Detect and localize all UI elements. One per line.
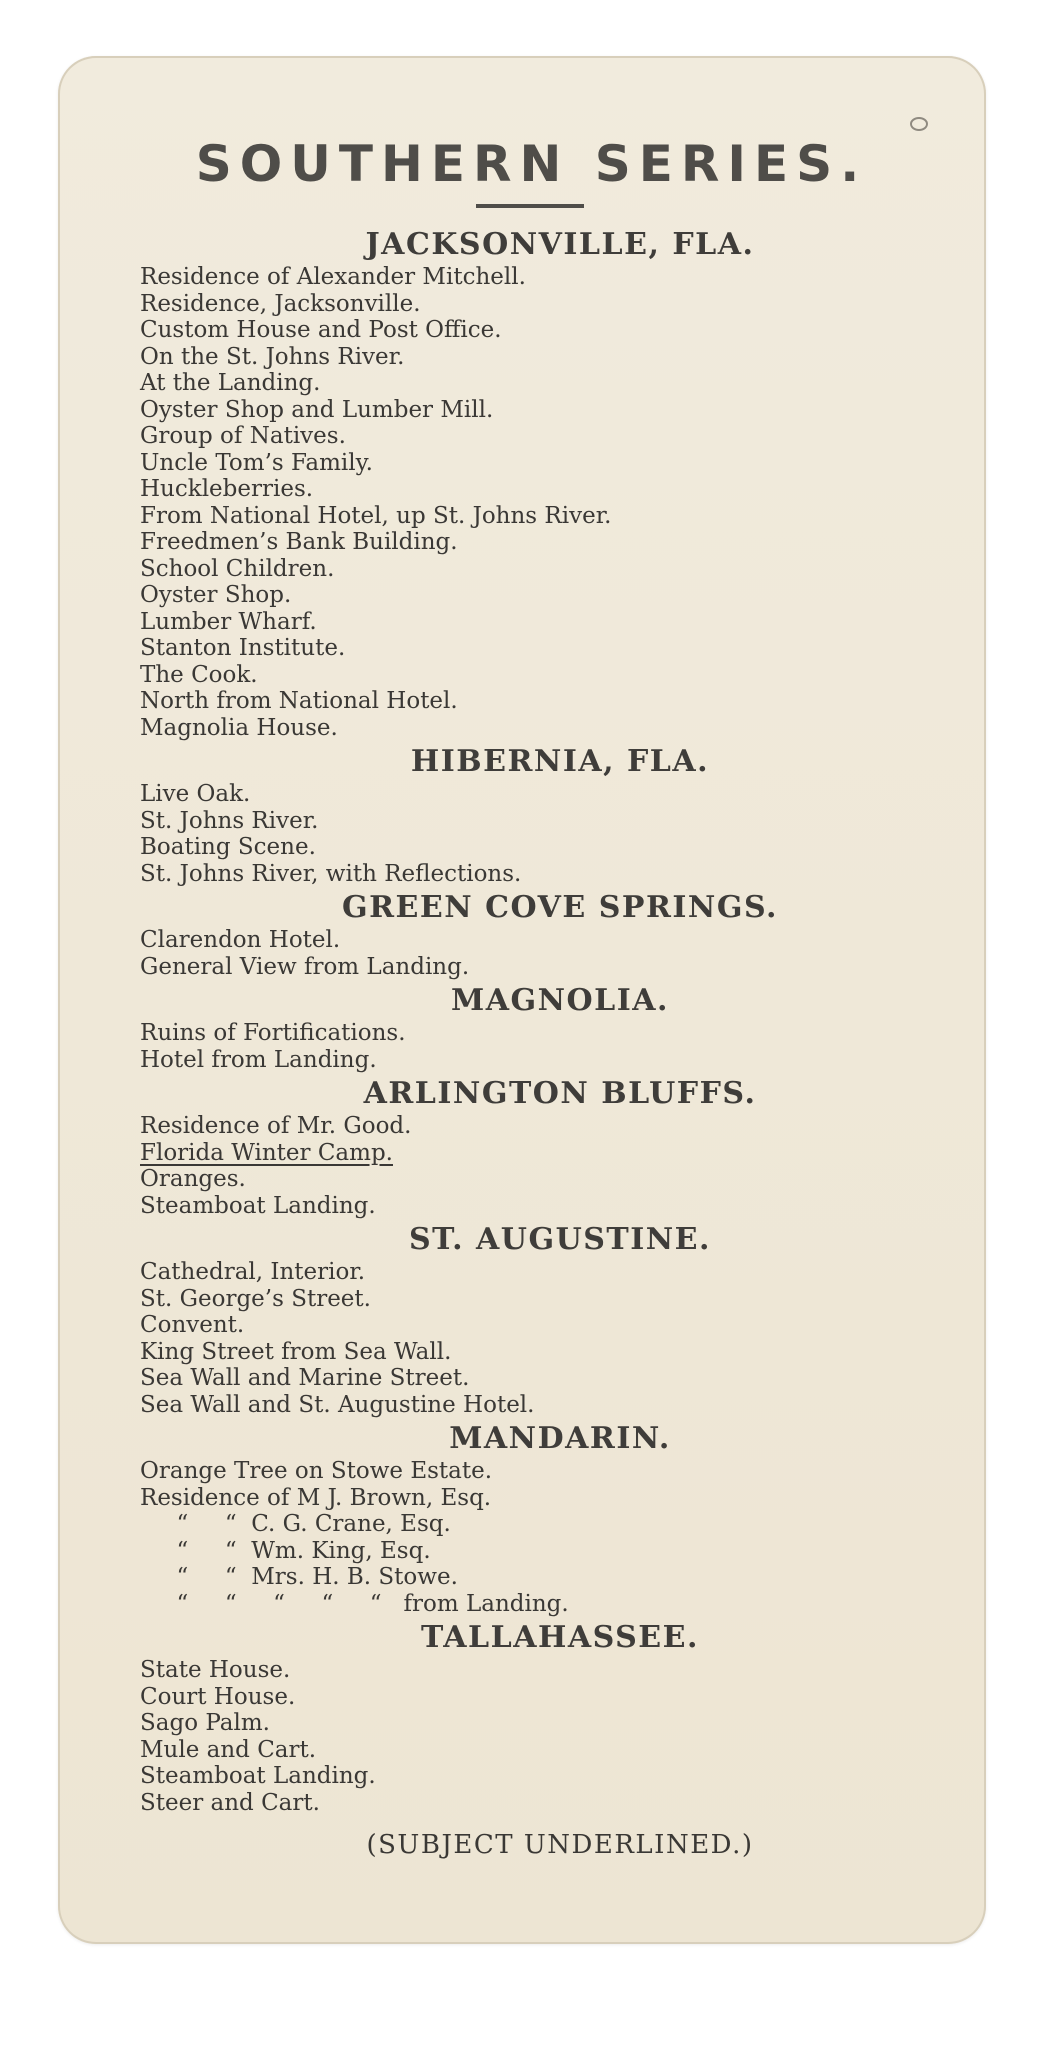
list-item: Clarendon Hotel. [140,927,341,953]
section-jacksonville [140,226,980,741]
list-item: Oranges. [140,1166,246,1192]
list-item: Steamboat Landing. [140,1192,376,1219]
list-item: Uncle Tom’s Family. [140,449,373,476]
list-item: “ “ “ “ “ from Landing. [140,1590,569,1617]
list-item: Sea Wall and St. Augustine Hotel. [140,1391,535,1418]
catalog-list [140,224,980,1860]
list-item: Oyster Shop. [140,582,292,608]
section-arlington-bluffs [140,1075,980,1219]
list-item: Sago Palm. [140,1710,270,1736]
list-item: Oyster Shop and Lumber Mill. [140,396,494,423]
section-heading: ST. AUGUSTINE. [409,1222,711,1257]
list-item: King Street from Sea Wall. [140,1338,452,1365]
list-item: Mule and Cart. [140,1736,317,1763]
list-item: Live Oak. [140,781,251,807]
list-item: Residence of Mr. Good. [140,1113,412,1139]
list-item: Steamboat Landing. [140,1763,376,1789]
list-item: Boating Scene. [140,834,316,860]
section-hibernia [140,743,980,887]
list-item: “ “ Mrs. H. B. Stowe. [140,1564,458,1590]
section-green-cove-springs [140,889,980,980]
list-item: Orange Tree on Stowe Estate. [140,1458,493,1484]
list-item: General View from Landing. [140,953,470,980]
footer-note: (SUBJECT UNDERLINED.) [366,1830,754,1860]
list-item: School Children. [140,555,335,582]
page-title: SOUTHERN SERIES. [195,135,868,193]
list-item: Freedmen’s Bank Building. [140,529,458,555]
list-item: Convent. [140,1312,245,1338]
list-item: Ruins of Fortifications. [140,1020,406,1046]
list-item: Residence, Jacksonville. [140,290,421,317]
list-item: On the St. Johns River. [140,343,405,370]
underlined-subject-item: Florida Winter Camp. [140,1139,393,1166]
section-heading: GREEN COVE SPRINGS. [342,890,778,925]
section-mandarin [140,1420,980,1617]
punch-hole-icon [910,117,928,131]
list-item: North from National Hotel. [140,688,458,714]
section-heading: MAGNOLIA. [450,983,669,1018]
list-item: State House. [140,1657,291,1683]
list-item: From National Hotel, up St. Johns River. [140,502,612,529]
list-item: Custom House and Post Office. [140,317,502,343]
section-heading: JACKSONVILLE, FLA. [365,227,755,262]
list-item: Huckleberries. [140,476,314,502]
list-item: Cathedral, Interior. [140,1259,366,1285]
list-item: Lumber Wharf. [140,608,317,635]
list-item: Steer and Cart. [140,1789,320,1816]
list-item: St. Johns River. [140,807,319,834]
section-st-augustine [140,1221,980,1418]
section-heading: MANDARIN. [449,1421,671,1456]
section-tallahassee [140,1619,980,1816]
list-item: “ “ C. G. Crane, Esq. [140,1511,451,1537]
section-magnolia [140,982,980,1073]
list-item: Residence of Alexander Mitchell. [140,264,526,290]
section-heading: ARLINGTON BLUFFS. [363,1076,757,1111]
list-item: Hotel from Landing. [140,1046,377,1073]
list-item: The Cook. [140,661,258,688]
list-item: Magnolia House. [140,714,338,741]
list-item: St. George’s Street. [140,1285,371,1312]
list-item: Residence of M J. Brown, Esq. [140,1484,492,1511]
list-item: Court House. [140,1683,296,1710]
list-item: St. Johns River, with Reflections. [140,860,522,887]
list-item: “ “ Wm. King, Esq. [140,1537,431,1564]
title-rule [476,204,584,208]
list-item: Group of Natives. [140,423,346,449]
section-heading: HIBERNIA, FLA. [410,744,710,779]
list-item: Sea Wall and Marine Street. [140,1365,470,1391]
list-item: Stanton Institute. [140,635,346,661]
list-item: At the Landing. [140,370,321,396]
section-heading: TALLAHASSEE. [421,1620,699,1655]
